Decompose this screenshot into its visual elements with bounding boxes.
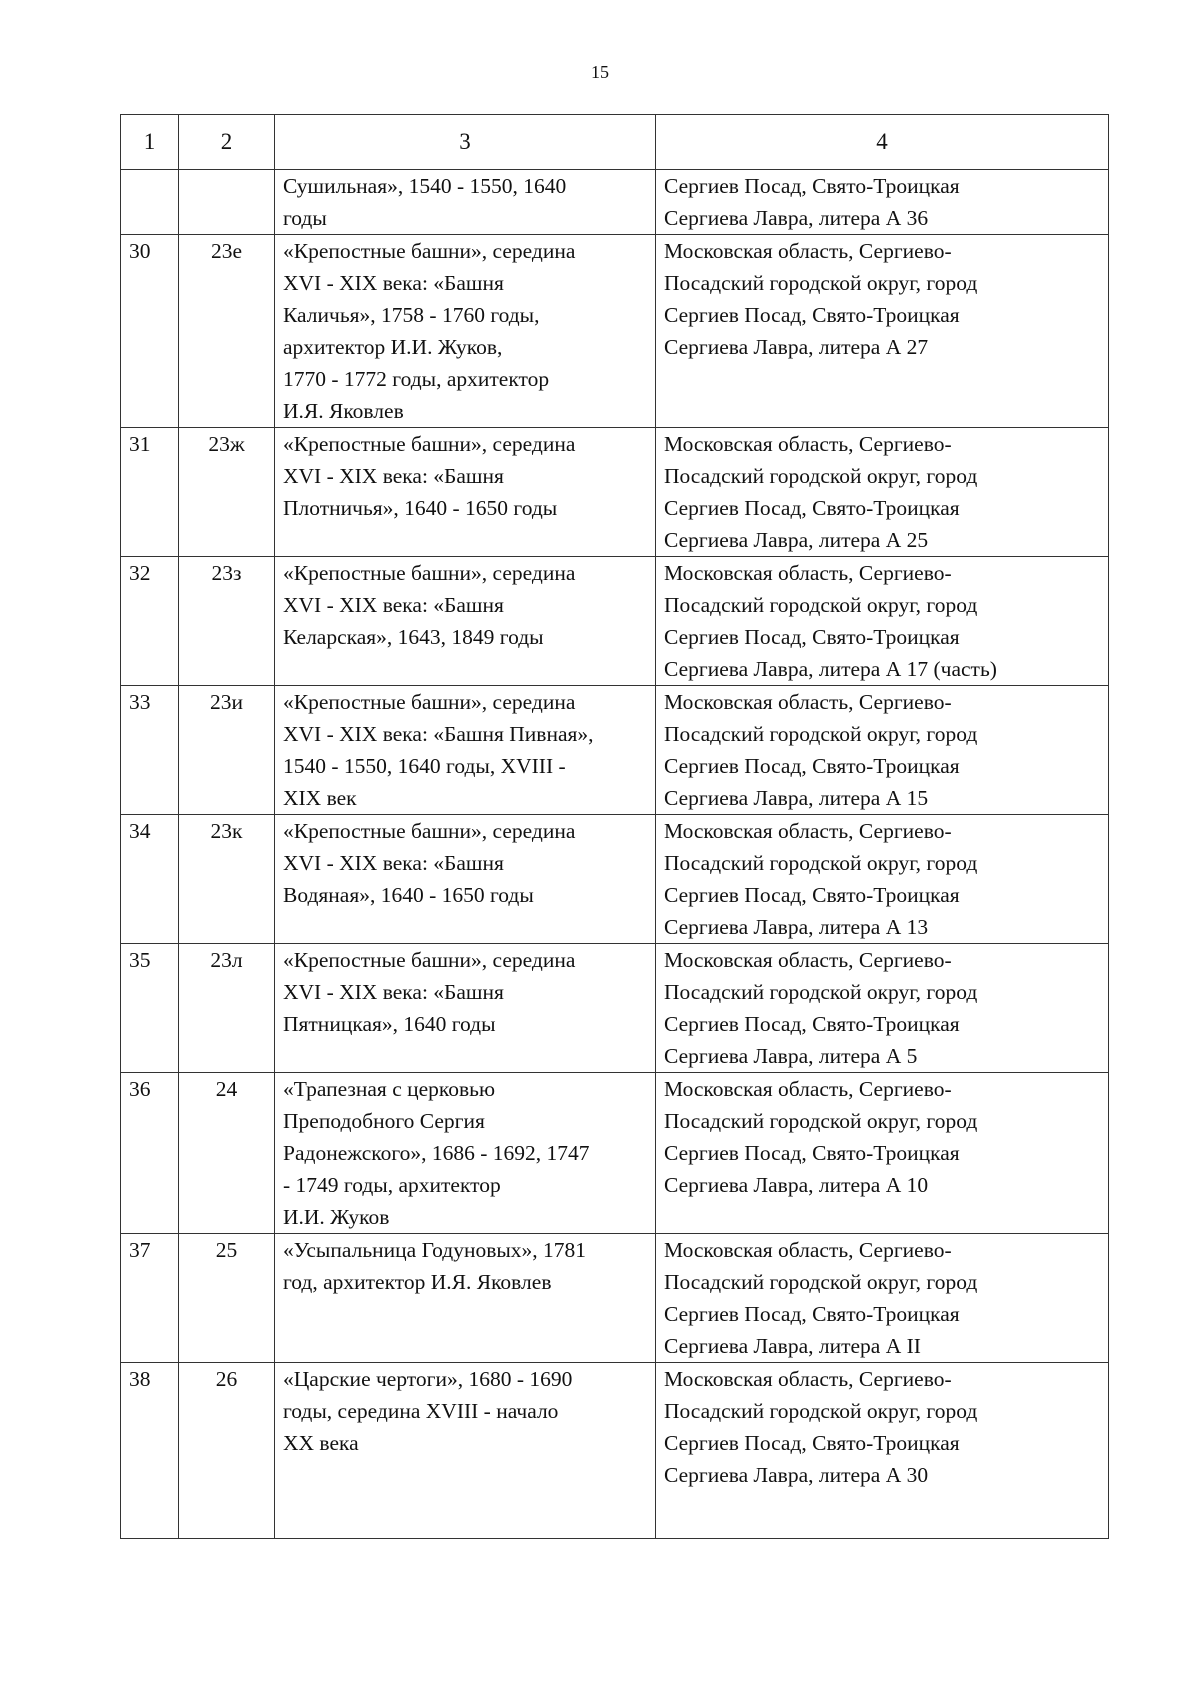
object-address-line: Сергиев Посад, Свято-Троицкая	[664, 496, 960, 520]
object-name-line: XVI - XIX века: «Башня	[283, 593, 504, 617]
column-header-2: 2	[179, 115, 275, 170]
object-address-line: Сергиева Лавра, литера А 25	[664, 528, 929, 552]
object-code-cell: 24	[179, 1073, 275, 1234]
object-address-line: Сергиев Посад, Свято-Троицкая	[664, 1012, 960, 1036]
object-code-cell: 23к	[179, 815, 275, 944]
object-address-line: Сергиева Лавра, литера А II	[664, 1334, 921, 1358]
table-row	[121, 1363, 1109, 1539]
object-address-cell	[656, 686, 1109, 815]
object-code-cell	[179, 170, 275, 235]
object-code-cell: 23и	[179, 686, 275, 815]
object-address-cell	[656, 428, 1109, 557]
row-number-cell: 31	[121, 428, 179, 557]
object-address-line: Сергиева Лавра, литера А 30	[664, 1463, 929, 1487]
object-name-line: И.Я. Яковлев	[283, 399, 404, 423]
table-row	[121, 944, 1109, 1073]
object-name-cell	[275, 235, 656, 428]
object-address-line: Московская область, Сергиево-	[664, 690, 952, 714]
object-name-line: Каличья», 1758 - 1760 годы,	[283, 303, 540, 327]
table-header-row	[121, 115, 1109, 170]
object-name-cell	[275, 170, 656, 235]
object-name-line: XVI - XIX века: «Башня	[283, 851, 504, 875]
object-address-line: Сергиев Посад, Свято-Троицкая	[664, 883, 960, 907]
object-name-line: «Крепостные башни», середина	[283, 948, 576, 972]
object-name-line: «Крепостные башни», середина	[283, 690, 576, 714]
object-name-line: Пятницкая», 1640 годы	[283, 1012, 496, 1036]
object-address-line: Сергиева Лавра, литера А 17 (часть)	[664, 657, 997, 681]
object-name-line: Плотничья», 1640 - 1650 годы	[283, 496, 558, 520]
object-address-cell	[656, 1234, 1109, 1363]
row-number-cell: 38	[121, 1363, 179, 1539]
object-code-cell: 23з	[179, 557, 275, 686]
object-name-cell	[275, 428, 656, 557]
row-number-cell: 34	[121, 815, 179, 944]
object-code-cell: 23л	[179, 944, 275, 1073]
object-address-line: Московская область, Сергиево-	[664, 1077, 952, 1101]
object-name-line: XVI - XIX века: «Башня	[283, 980, 504, 1004]
object-address-line: Сергиев Посад, Свято-Троицкая	[664, 754, 960, 778]
object-name-line: годы	[283, 206, 327, 230]
object-name-line: «Усыпальница Годуновых», 1781	[283, 1238, 587, 1262]
object-name-line: - 1749 годы, архитектор	[283, 1173, 501, 1197]
object-address-line: Московская область, Сергиево-	[664, 819, 952, 843]
object-address-line: Сергиева Лавра, литера А 27	[664, 335, 929, 359]
object-address-line: Сергиева Лавра, литера А 5	[664, 1044, 918, 1068]
object-name-line: Келарская», 1643, 1849 годы	[283, 625, 544, 649]
object-address-line: Посадский городской округ, город	[664, 1270, 978, 1294]
object-code-cell: 23ж	[179, 428, 275, 557]
object-code-cell: 26	[179, 1363, 275, 1539]
object-name-line: Радонежского», 1686 - 1692, 1747	[283, 1141, 590, 1165]
table-row	[121, 815, 1109, 944]
object-address-line: Посадский городской округ, город	[664, 722, 978, 746]
object-address-cell	[656, 944, 1109, 1073]
object-name-line: «Крепостные башни», середина	[283, 239, 576, 263]
object-address-cell	[656, 557, 1109, 686]
table-row	[121, 557, 1109, 686]
object-name-line: Водяная», 1640 - 1650 годы	[283, 883, 534, 907]
object-address-line: Посадский городской округ, город	[664, 851, 978, 875]
object-name-line: годы, середина XVIII - начало	[283, 1399, 559, 1423]
object-name-line: «Крепостные башни», середина	[283, 819, 576, 843]
object-address-line: Сергиева Лавра, литера А 36	[664, 206, 929, 230]
object-address-line: Московская область, Сергиево-	[664, 239, 952, 263]
object-name-line: год, архитектор И.Я. Яковлев	[283, 1270, 552, 1294]
object-name-line: архитектор И.И. Жуков,	[283, 335, 503, 359]
column-header-1: 1	[121, 115, 179, 170]
object-name-line: «Крепостные башни», середина	[283, 561, 576, 585]
object-code-cell: 25	[179, 1234, 275, 1363]
page-number: 15	[591, 62, 609, 82]
table-row	[121, 1234, 1109, 1363]
object-name-cell	[275, 1234, 656, 1363]
row-number-cell: 35	[121, 944, 179, 1073]
object-address-line: Московская область, Сергиево-	[664, 1238, 952, 1262]
object-address-line: Сергиев Посад, Свято-Троицкая	[664, 1141, 960, 1165]
object-name-line: XVI - XIX века: «Башня	[283, 271, 504, 295]
object-code-cell: 23е	[179, 235, 275, 428]
object-name-cell	[275, 944, 656, 1073]
object-address-cell	[656, 235, 1109, 428]
object-address-line: Посадский городской округ, город	[664, 464, 978, 488]
object-address-cell	[656, 1073, 1109, 1234]
object-address-line: Сергиев Посад, Свято-Троицкая	[664, 1431, 960, 1455]
object-name-line: 1540 - 1550, 1640 годы, XVIII -	[283, 754, 566, 778]
row-number-cell: 30	[121, 235, 179, 428]
object-name-line: XVI - XIX века: «Башня Пивная»,	[283, 722, 594, 746]
object-address-line: Посадский городской округ, город	[664, 1109, 978, 1133]
object-name-line: XX века	[283, 1431, 359, 1455]
table-row	[121, 235, 1109, 428]
column-header-4: 4	[656, 115, 1109, 170]
object-address-line: Московская область, Сергиево-	[664, 561, 952, 585]
row-number-cell: 36	[121, 1073, 179, 1234]
table-row	[121, 686, 1109, 815]
object-address-cell	[656, 815, 1109, 944]
object-name-line: 1770 - 1772 годы, архитектор	[283, 367, 550, 391]
object-address-line: Сергиев Посад, Свято-Троицкая	[664, 1302, 960, 1326]
object-name-line: Преподобного Сергия	[283, 1109, 485, 1133]
object-address-line: Сергиева Лавра, литера А 10	[664, 1173, 929, 1197]
row-number-cell: 33	[121, 686, 179, 815]
row-number-cell	[121, 170, 179, 235]
object-name-cell	[275, 1363, 656, 1539]
object-name-line: Сушильная», 1540 - 1550, 1640	[283, 174, 567, 198]
object-address-line: Сергиева Лавра, литера А 13	[664, 915, 929, 939]
object-address-line: Сергиев Посад, Свято-Троицкая	[664, 625, 960, 649]
table-row	[121, 428, 1109, 557]
heritage-objects-table	[120, 114, 1109, 1539]
object-address-line: Московская область, Сергиево-	[664, 948, 952, 972]
object-name-line: «Крепостные башни», середина	[283, 432, 576, 456]
object-address-line: Посадский городской округ, город	[664, 1399, 978, 1423]
object-address-cell	[656, 170, 1109, 235]
object-address-line: Посадский городской округ, город	[664, 593, 978, 617]
object-name-cell	[275, 557, 656, 686]
object-name-cell	[275, 686, 656, 815]
table-row	[121, 170, 1109, 235]
column-header-3: 3	[275, 115, 656, 170]
table-row	[121, 1073, 1109, 1234]
object-address-cell	[656, 1363, 1109, 1539]
object-name-cell	[275, 1073, 656, 1234]
row-number-cell: 37	[121, 1234, 179, 1363]
row-number-cell: 32	[121, 557, 179, 686]
object-address-line: Московская область, Сергиево-	[664, 1367, 952, 1391]
object-name-line: «Царские чертоги», 1680 - 1690	[283, 1367, 573, 1391]
object-address-line: Сергиева Лавра, литера А 15	[664, 786, 929, 810]
object-name-line: И.И. Жуков	[283, 1205, 390, 1229]
object-name-cell	[275, 815, 656, 944]
object-address-line: Сергиев Посад, Свято-Троицкая	[664, 303, 960, 327]
object-address-line: Московская область, Сергиево-	[664, 432, 952, 456]
object-address-line: Посадский городской округ, город	[664, 980, 978, 1004]
object-name-line: «Трапезная с церковью	[283, 1077, 496, 1101]
object-name-line: XIX век	[283, 786, 357, 810]
object-address-line: Сергиев Посад, Свято-Троицкая	[664, 174, 960, 198]
table-body	[121, 170, 1109, 1539]
object-address-line: Посадский городской округ, город	[664, 271, 978, 295]
object-name-line: XVI - XIX века: «Башня	[283, 464, 504, 488]
